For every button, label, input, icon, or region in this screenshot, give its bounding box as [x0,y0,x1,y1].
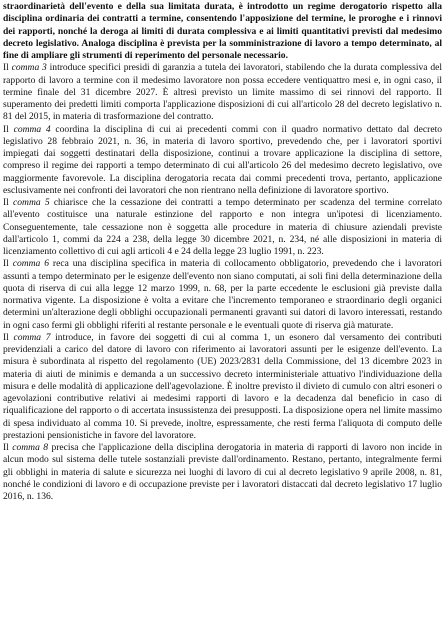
paragraph-text: coordina la disciplina di cui ai precedenti commi con il quadro normativo dettato dal decreto legislativo 28 febbraio 2021, n. 36, in materia di lavoro sportivo, prevedendo che, per i lavoratori sportivi impiegati dai soggetti destinatari della disposizione, continui a trovare applicazione la disciplina di settore, compreso il regime dei rapporti a tempo determinato di cui all'articolo 26 del medesimo decreto legislativo, ove maggiormente favorevole. La disciplina derogatoria recata dai commi precedenti trova, pertanto, applicazione esclusivamente nei confronti dei lavoratori che non rientrano nella definizione di lavoratore sportivo. [3,123,442,196]
comma-reference: comma 6 [12,258,50,270]
paragraph-comma-8 [3,442,442,503]
paragraph-lead: Il [3,442,13,453]
paragraph-text: introduce specifici presidi di garanzia a tutela dei lavoratori, stabilendo che la durata complessiva del rapporto di lavoro a termine con il medesimo lavoratore non possa eccedere ventiquattro mesi e, in ogni caso, il termine finale del 31 dicembre 2027. È altresì previsto un limite massimo di sei rinnovi del rapporto. Il superamento dei predetti limiti comporta l'applicazione disposizioni di cui all'articolo 28 del decreto legislativo n. 81 del 2015, in materia di trasformazione del contratto. [3,62,442,123]
comma-reference: comma 7 [13,331,51,343]
comma-reference: comma 8 [12,442,49,453]
comma-reference: comma 4 [13,123,51,135]
comma-reference: comma 5 [13,197,50,208]
paragraph-lead: Il [3,197,14,208]
paragraph-lead: Il [3,258,13,270]
paragraph-comma-5 [3,197,442,258]
paragraph-lead: Il [3,62,12,74]
paragraph-text: reca una disciplina specifica in materia di collocamento obbligatorio, prevedendo che i lavoratori assunti a tempo determinato per le esigenze dell'evento non siano computati, ai soli fini della determinazione della quota di riserva di cui alla legge 12 marzo 1999, n. 68, per la parte eccedente le esclusioni già previste dalla normativa vigente. La disposizione è volta a evitare che l'incremento temporaneo e straordinario degli organici determini un'alterazione degli obblighi occupazionali permanenti gravanti sui datori di lavoro interessati, restando in ogni caso fermi gli obblighi riferiti al restante personale e le eventuali quote di riserva già maturate. [3,258,443,331]
paragraph-text: straordinarietà dell'evento e della sua limitata durata, è introdotto un regime derogatorio rispetto alla disciplina ordinaria dei contratti a termine, consentendo l'apposizione del termine, le proroghe e i rinnovi dei rapporti, nonché la deroga ai limiti di durata complessiva e ai limiti quantitativi previsti dal medesimo decreto legislativo. Analoga disciplina è prevista per la somministrazione di lavoro a tempo determinato, al fine di ampliare gli strumenti di reperimento del personale necessario. [3,1,442,61]
paragraph-lead: Il [3,123,14,135]
paragraph-comma-6 [3,258,442,332]
paragraph-text: chiarisce che la cessazione dei contratti a tempo determinato per scadenza del termine correlato all'evento costituisce una naturale estinzione del rapporto e non integra un'ipotesi di licenziamento. Conseguentemente, tale cessazione non è soggetta alle procedure in materia di chiusure aziendali previste dall'articolo 1, commi da 224 a 238, della legge 30 dicembre 2021, n. 234, né alle disposizioni in materia di licenziamento collettivo di cui agli articoli 4 e 24 della legge 23 luglio 1991, n. 223. [3,197,443,257]
paragraph-comma-7 [3,332,442,442]
comma-reference: comma 3 [11,62,47,74]
paragraph-intro [3,1,442,62]
paragraph-text: introduce, in favore dei soggetti di cui al comma 1, un esonero dal versamento dei contributi previdenziali a carico del datore di lavoro con riferimento ai lavoratori assunti per le esigenze dell'evento. La misura è subordinata al rispetto del regolamento (UE) 2023/2831 della Commissione, del 13 dicembre 2023 in materia di aiuti de minimis e demanda a un successivo decreto interministeriale attuativo l'individuazione della misura e delle modalità di applicazione dell'agevolazione. È inoltre previsto il divieto di cumulo con altri esoneri o agevolazioni contributive relativi ai medesimi rapporti di lavoro e la decadenza dal beneficio in caso di riqualificazione del rapporto o di accertata insussistenza dei presupposti. La disposizione opera nel limite massimo di spesa individuato al comma 10. Si prevede, inoltre, espressamente, che resti ferma l'aliquota di computo delle prestazioni pensionistiche in favore del lavoratore. [3,331,442,441]
paragraph-comma-4 [3,124,442,198]
paragraph-lead: Il [3,331,14,343]
paragraph-comma-3 [3,62,442,123]
paragraph-text: precisa che l'applicazione della disciplina derogatoria in materia di rapporti di lavoro non incide in alcun modo sul sistema delle tutele sostanziali previste dall'ordinamento. Restano, pertanto, integralmente fermi gli obblighi in materia di salute e sicurezza nei luoghi di lavoro di cui al decreto legislativo 9 aprile 2008, n. 81, nonché le condizioni di lavoro e di occupazione previste per i lavoratori distaccati dal decreto legislativo 17 luglio 2016, n. 136. [3,442,443,502]
